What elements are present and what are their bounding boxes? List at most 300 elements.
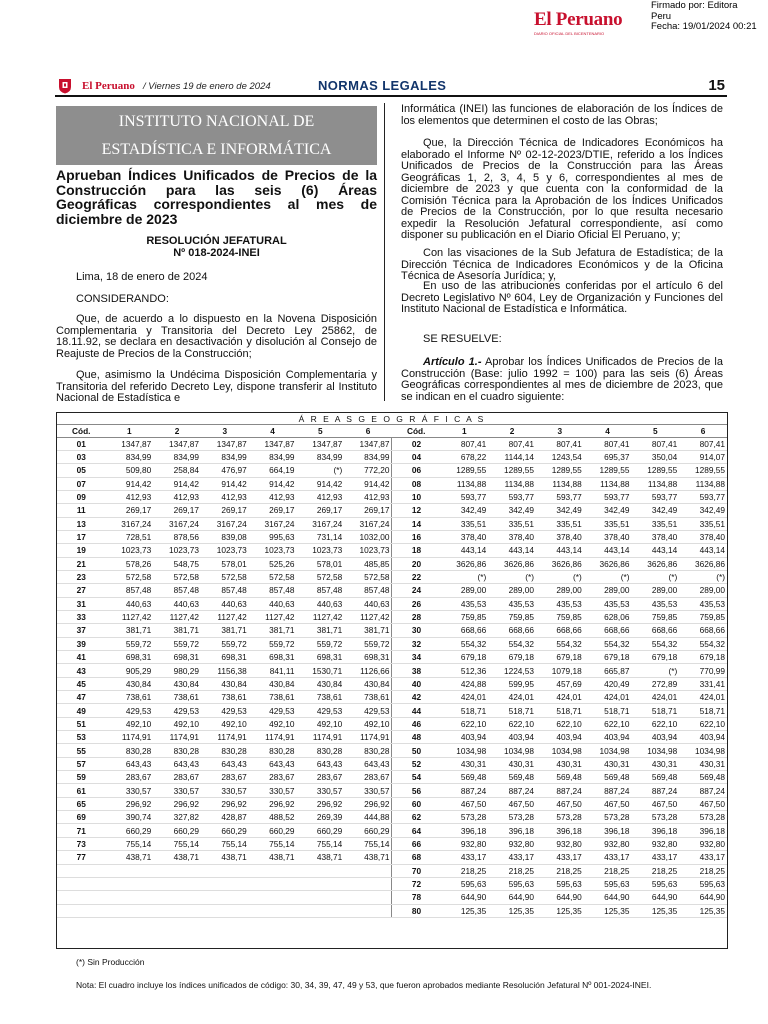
index-cell: 679,18 [440, 651, 488, 664]
index-cell: 572,58 [344, 570, 392, 583]
code-cell: 38 [392, 664, 440, 677]
code-cell: 59 [57, 771, 105, 784]
index-cell: 839,08 [201, 530, 249, 543]
index-cell [201, 864, 249, 877]
code-cell: 22 [392, 570, 440, 583]
column-header: 6 [679, 425, 727, 437]
index-cell: 755,14 [296, 837, 344, 850]
index-cell: 330,57 [344, 784, 392, 797]
index-cell: 492,10 [296, 717, 344, 730]
index-cell: 698,31 [201, 651, 249, 664]
index-cell: 644,90 [440, 891, 488, 904]
index-cell: 759,85 [536, 610, 584, 623]
index-cell: 396,18 [679, 824, 727, 837]
index-cell: 296,92 [344, 797, 392, 810]
index-cell [249, 904, 297, 917]
index-cell: 678,22 [440, 450, 488, 463]
index-cell: 573,28 [679, 811, 727, 824]
index-cell: (*) [631, 570, 679, 583]
index-cell: 573,28 [536, 811, 584, 824]
index-cell: 548,75 [153, 557, 201, 570]
table-row [57, 651, 727, 664]
index-cell: 622,10 [440, 717, 488, 730]
index-cell: 438,71 [201, 851, 249, 864]
code-cell: 21 [57, 557, 105, 570]
index-cell [153, 877, 201, 890]
column-header: 6 [344, 425, 392, 437]
index-cell: 440,63 [105, 597, 153, 610]
index-cell: 1023,73 [249, 544, 297, 557]
index-cell: 1347,87 [296, 437, 344, 450]
index-cell: 283,67 [344, 771, 392, 784]
index-cell: 830,28 [249, 744, 297, 757]
index-cell: 518,71 [440, 704, 488, 717]
index-cell: 433,17 [536, 851, 584, 864]
code-cell: 02 [392, 437, 440, 450]
paragraph: En uso de las atribuciones conferidas por el artículo 6 del Decreto Legislativo Nº 604, Ley de Organización y Funciones del Instituto Nacional de Estadística e Informática. [401, 280, 723, 315]
table-row [57, 877, 727, 890]
index-cell: 430,84 [296, 677, 344, 690]
index-cell: 428,87 [201, 811, 249, 824]
index-cell: 424,01 [584, 691, 632, 704]
index-cell: 467,50 [536, 797, 584, 810]
code-cell: 65 [57, 797, 105, 810]
code-cell: 64 [392, 824, 440, 837]
table-row [57, 464, 727, 477]
place-date: Lima, 18 de enero de 2024 [76, 271, 208, 283]
index-cell: 296,92 [153, 797, 201, 810]
index-cell: 433,17 [584, 851, 632, 864]
index-cell: 770,99 [679, 664, 727, 677]
index-cell: 593,77 [584, 490, 632, 503]
column-header: Cód. [57, 425, 105, 437]
index-cell: 289,00 [584, 584, 632, 597]
index-cell: 857,48 [296, 584, 344, 597]
index-cell: 932,80 [631, 837, 679, 850]
index-cell: 807,41 [488, 437, 536, 450]
index-cell: 738,61 [105, 691, 153, 704]
index-cell: 554,32 [584, 637, 632, 650]
index-cell: 424,01 [440, 691, 488, 704]
index-cell: 887,24 [584, 784, 632, 797]
index-cell [153, 891, 201, 904]
index-cell: 1347,87 [249, 437, 297, 450]
index-cell: 980,29 [153, 664, 201, 677]
table-row [57, 851, 727, 864]
index-cell: 396,18 [488, 824, 536, 837]
index-cell: 125,35 [488, 904, 536, 917]
code-cell: 28 [392, 610, 440, 623]
index-cell: 554,32 [631, 637, 679, 650]
index-cell: 396,18 [440, 824, 488, 837]
index-cell: 593,77 [488, 490, 536, 503]
index-cell: 572,58 [201, 570, 249, 583]
column-header: 2 [153, 425, 201, 437]
table-row [57, 864, 727, 877]
code-cell: 73 [57, 837, 105, 850]
index-cell: 429,53 [105, 704, 153, 717]
index-cell: 643,43 [249, 757, 297, 770]
index-cell: 1023,73 [105, 544, 153, 557]
index-cell: 430,31 [488, 757, 536, 770]
index-cell: 738,61 [153, 691, 201, 704]
index-cell: 492,10 [249, 717, 297, 730]
resolution-number [56, 236, 377, 259]
page-header [55, 75, 727, 97]
code-cell: 57 [57, 757, 105, 770]
code-cell: 51 [57, 717, 105, 730]
code-cell: 61 [57, 784, 105, 797]
index-cell: 807,41 [536, 437, 584, 450]
index-cell: 660,29 [105, 824, 153, 837]
index-cell [296, 877, 344, 890]
index-cell: 1347,87 [153, 437, 201, 450]
index-cell: 3626,86 [488, 557, 536, 570]
index-cell: 509,80 [105, 464, 153, 477]
index-cell: 1127,42 [153, 610, 201, 623]
se-resuelve-heading: SE RESUELVE: [423, 333, 502, 345]
index-cell: 644,90 [631, 891, 679, 904]
index-cell: 593,77 [631, 490, 679, 503]
code-cell: 71 [57, 824, 105, 837]
index-cell: 644,90 [584, 891, 632, 904]
index-cell: 518,71 [488, 704, 536, 717]
index-cell: 258,84 [153, 464, 201, 477]
code-cell: 77 [57, 851, 105, 864]
code-cell: 26 [392, 597, 440, 610]
index-cell: 1134,88 [536, 477, 584, 490]
index-cell: 887,24 [440, 784, 488, 797]
code-cell: 05 [57, 464, 105, 477]
table-row [57, 664, 727, 677]
index-cell: 572,58 [296, 570, 344, 583]
index-cell: 738,61 [344, 691, 392, 704]
index-cell: 807,41 [631, 437, 679, 450]
index-cell: 3626,86 [440, 557, 488, 570]
column-header: 4 [249, 425, 297, 437]
index-cell: 1127,42 [201, 610, 249, 623]
table-row [57, 450, 727, 463]
index-cell: 443,14 [488, 544, 536, 557]
code-cell: 70 [392, 864, 440, 877]
index-cell: 430,31 [536, 757, 584, 770]
index-cell: 269,39 [296, 811, 344, 824]
code-cell: 16 [392, 530, 440, 543]
table-row [57, 530, 727, 543]
index-cell: (*) [440, 570, 488, 583]
index-cell [344, 904, 392, 917]
index-cell [105, 904, 153, 917]
index-cell [153, 864, 201, 877]
code-cell: 06 [392, 464, 440, 477]
index-cell: 492,10 [153, 717, 201, 730]
index-cell: 559,72 [201, 637, 249, 650]
index-cell: 834,99 [249, 450, 297, 463]
index-cell: 3626,86 [536, 557, 584, 570]
index-cell: 807,41 [679, 437, 727, 450]
index-cell: 440,63 [153, 597, 201, 610]
index-cell: 914,42 [344, 477, 392, 490]
code-cell: 37 [57, 624, 105, 637]
index-cell: 429,53 [153, 704, 201, 717]
index-cell: 679,18 [488, 651, 536, 664]
index-cell: (*) [296, 464, 344, 477]
index-cell: 3167,24 [105, 517, 153, 530]
index-cell: 1034,98 [536, 744, 584, 757]
index-cell: 834,99 [344, 450, 392, 463]
considerando-heading: CONSIDERANDO: [76, 293, 169, 305]
index-cell: 679,18 [536, 651, 584, 664]
footnote-sin-produccion: (*) Sin Producción [76, 957, 145, 967]
index-cell: 1289,55 [440, 464, 488, 477]
index-cell: (*) [584, 570, 632, 583]
signature-line: Firmado por: Editora [651, 0, 738, 11]
code-cell: 24 [392, 584, 440, 597]
index-cell: 296,92 [249, 797, 297, 810]
code-cell: 41 [57, 651, 105, 664]
index-cell: 518,71 [584, 704, 632, 717]
table-row [57, 517, 727, 530]
index-cell: 830,28 [344, 744, 392, 757]
column-header: 2 [488, 425, 536, 437]
index-cell: 914,07 [679, 450, 727, 463]
table-row [57, 784, 727, 797]
index-cell: 660,29 [296, 824, 344, 837]
index-cell: 569,48 [536, 771, 584, 784]
index-cell: 296,92 [105, 797, 153, 810]
index-cell: 1127,42 [296, 610, 344, 623]
table-row [57, 824, 727, 837]
index-cell: 622,10 [488, 717, 536, 730]
code-cell: 53 [57, 731, 105, 744]
index-cell: 440,63 [344, 597, 392, 610]
index-cell: 668,66 [536, 624, 584, 637]
index-cell: 467,50 [584, 797, 632, 810]
index-cell: 841,11 [249, 664, 297, 677]
index-cell: 665,87 [584, 664, 632, 677]
digital-signature-text [651, 1, 757, 33]
index-cell: 443,14 [440, 544, 488, 557]
index-cell: 492,10 [201, 717, 249, 730]
index-cell: 1174,91 [201, 731, 249, 744]
code-cell: 13 [57, 517, 105, 530]
code-cell: 39 [57, 637, 105, 650]
index-cell: 492,10 [105, 717, 153, 730]
index-cell: 518,71 [679, 704, 727, 717]
index-cell: 433,17 [679, 851, 727, 864]
index-cell: 438,71 [153, 851, 201, 864]
code-cell: 62 [392, 811, 440, 824]
index-cell: 755,14 [249, 837, 297, 850]
index-cell: 457,69 [536, 677, 584, 690]
index-cell: 378,40 [679, 530, 727, 543]
code-cell: 32 [392, 637, 440, 650]
index-cell: 995,63 [249, 530, 297, 543]
index-cell: 403,94 [440, 731, 488, 744]
index-cell: 1530,71 [296, 664, 344, 677]
index-cell: 435,53 [679, 597, 727, 610]
index-cell: 430,84 [153, 677, 201, 690]
code-cell: 20 [392, 557, 440, 570]
index-cell: 429,53 [344, 704, 392, 717]
index-cell: 424,01 [679, 691, 727, 704]
index-cell: 435,53 [536, 597, 584, 610]
index-cell: 335,51 [536, 517, 584, 530]
index-cell: 342,49 [631, 504, 679, 517]
signature-logo-tagline: DIARIO OFICIAL DEL BICENTENARIO [534, 31, 605, 36]
index-cell: 914,42 [105, 477, 153, 490]
index-cell: 738,61 [201, 691, 249, 704]
index-cell: 289,00 [440, 584, 488, 597]
index-cell: 569,48 [679, 771, 727, 784]
index-cell: 738,61 [249, 691, 297, 704]
index-cell: 283,67 [296, 771, 344, 784]
index-cell: 830,28 [105, 744, 153, 757]
index-cell [249, 877, 297, 890]
index-cell: 396,18 [631, 824, 679, 837]
index-cell: 218,25 [631, 864, 679, 877]
index-cell: 335,51 [440, 517, 488, 530]
signature-logo-word: El Peruano [534, 9, 623, 30]
index-cell: 424,01 [488, 691, 536, 704]
index-cell [201, 891, 249, 904]
index-cell: 660,29 [201, 824, 249, 837]
index-cell: 578,01 [296, 557, 344, 570]
index-cell: 1289,55 [536, 464, 584, 477]
code-cell: 40 [392, 677, 440, 690]
index-cell: 1347,87 [344, 437, 392, 450]
index-cell: 572,58 [249, 570, 297, 583]
index-cell: 1289,55 [488, 464, 536, 477]
code-cell: 54 [392, 771, 440, 784]
paragraph: Con las visaciones de la Sub Jefatura de Estadística; de la Dirección Técnica de Indicadores Económicos y de la Oficina Técnica de Asesoría Jurídica; y, [401, 247, 723, 282]
index-cell: 595,63 [584, 877, 632, 890]
code-cell: 10 [392, 490, 440, 503]
index-cell: 429,53 [201, 704, 249, 717]
index-cell: 330,57 [153, 784, 201, 797]
index-cell: 660,29 [344, 824, 392, 837]
index-cell: 593,77 [440, 490, 488, 503]
index-cell: 283,67 [249, 771, 297, 784]
index-cell: 1347,87 [105, 437, 153, 450]
column-header: 3 [536, 425, 584, 437]
index-cell: 644,90 [679, 891, 727, 904]
index-cell: 679,18 [631, 651, 679, 664]
index-cell: (*) [631, 664, 679, 677]
index-cell: 396,18 [584, 824, 632, 837]
index-cell: 698,31 [344, 651, 392, 664]
index-cell: 679,18 [679, 651, 727, 664]
index-cell: 1243,54 [536, 450, 584, 463]
index-cell: 573,28 [488, 811, 536, 824]
index-cell: 440,63 [201, 597, 249, 610]
table-row [57, 544, 727, 557]
index-cell: 857,48 [105, 584, 153, 597]
index-cell: 403,94 [631, 731, 679, 744]
index-cell: 330,57 [105, 784, 153, 797]
index-cell: 381,71 [105, 624, 153, 637]
table-row [57, 637, 727, 650]
index-cell: 378,40 [488, 530, 536, 543]
institution-line: INSTITUTO NACIONAL DE [118, 113, 315, 130]
code-cell: 30 [392, 624, 440, 637]
index-cell: 1127,42 [105, 610, 153, 623]
code-cell [57, 877, 105, 890]
index-cell: 218,25 [488, 864, 536, 877]
index-cell: 668,66 [631, 624, 679, 637]
index-cell: 518,71 [631, 704, 679, 717]
index-cell: 467,50 [631, 797, 679, 810]
table-row [57, 557, 727, 570]
index-cell: 269,17 [344, 504, 392, 517]
index-cell: 578,01 [201, 557, 249, 570]
index-cell: 595,63 [631, 877, 679, 890]
column-header: 4 [584, 425, 632, 437]
code-cell: 14 [392, 517, 440, 530]
index-cell: 378,40 [536, 530, 584, 543]
index-cell: 1079,18 [536, 664, 584, 677]
index-cell: 1127,42 [249, 610, 297, 623]
table-row [57, 624, 727, 637]
index-cell: 1023,73 [296, 544, 344, 557]
index-cell: 476,97 [201, 464, 249, 477]
index-cell: 403,94 [584, 731, 632, 744]
index-cell: 438,71 [344, 851, 392, 864]
code-cell: 50 [392, 744, 440, 757]
index-cell: 668,66 [584, 624, 632, 637]
index-cell: 595,63 [679, 877, 727, 890]
index-cell: 595,63 [488, 877, 536, 890]
column-header: 3 [201, 425, 249, 437]
index-cell: 695,37 [584, 450, 632, 463]
table-row [57, 891, 727, 904]
index-cell: 342,49 [679, 504, 727, 517]
el-peruano-signature-logo [534, 10, 646, 36]
index-cell: 125,35 [440, 904, 488, 917]
index-cell: 887,24 [536, 784, 584, 797]
index-cell: 269,17 [249, 504, 297, 517]
index-cell: 430,84 [344, 677, 392, 690]
code-cell: 08 [392, 477, 440, 490]
index-cell: 433,17 [488, 851, 536, 864]
index-cell: 595,63 [536, 877, 584, 890]
index-cell: 330,57 [201, 784, 249, 797]
index-cell: 830,28 [201, 744, 249, 757]
areas-header: Á R E A S G E O G R Á F I C A S [57, 413, 727, 425]
index-cell: 755,14 [153, 837, 201, 850]
index-cell: 3167,24 [201, 517, 249, 530]
index-cell: (*) [488, 570, 536, 583]
index-cell: 559,72 [344, 637, 392, 650]
index-cell [344, 891, 392, 904]
index-cell: 3167,24 [153, 517, 201, 530]
index-cell: 1289,55 [631, 464, 679, 477]
index-cell: 1134,88 [679, 477, 727, 490]
index-cell: 857,48 [344, 584, 392, 597]
index-cell: 269,17 [153, 504, 201, 517]
table-row [57, 610, 727, 623]
index-cell: 378,40 [584, 530, 632, 543]
table-row [57, 691, 727, 704]
index-cell: 830,28 [153, 744, 201, 757]
index-cell: 218,25 [584, 864, 632, 877]
index-cell: 668,66 [679, 624, 727, 637]
index-cell: 755,14 [344, 837, 392, 850]
index-cell: 440,63 [296, 597, 344, 610]
index-cell: 932,80 [679, 837, 727, 850]
index-cell: 1134,88 [488, 477, 536, 490]
index-cell: 1224,53 [488, 664, 536, 677]
